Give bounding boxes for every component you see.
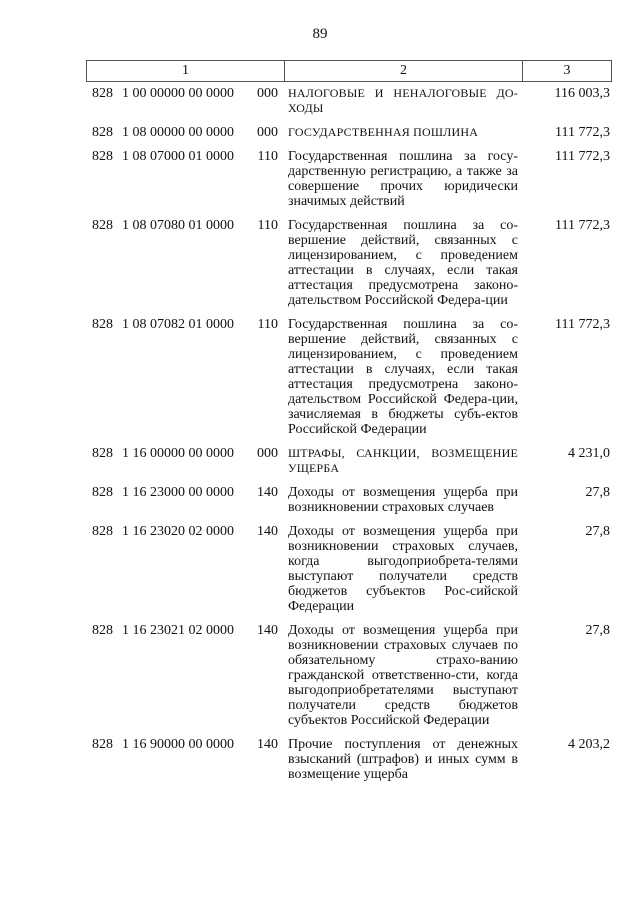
budget-code	[86, 446, 284, 476]
income-name: Государственная пошлина за со-вершение действий, связанных с лицензированием, с проведением аттестации в случаях, если такая аттестация предусмотрена законо-дательством Российской Федера-ции	[288, 218, 518, 308]
table-row	[86, 737, 612, 782]
subtype-code: 140	[257, 485, 278, 500]
table-header	[86, 60, 612, 82]
admin-code: 828	[92, 524, 113, 539]
table-row	[86, 623, 612, 728]
subtype-code: 140	[257, 623, 278, 638]
budget-code	[86, 485, 284, 515]
column-header-sum: 3	[563, 63, 571, 78]
amount: 111 772,3	[555, 218, 610, 233]
amount: 4 231,0	[568, 446, 610, 461]
budget-code	[86, 149, 284, 209]
subtype-code: 110	[257, 149, 278, 164]
budget-code	[86, 737, 284, 782]
page-number: 89	[312, 26, 328, 42]
table-row	[86, 524, 612, 614]
subtype-code: 000	[257, 125, 278, 140]
amount: 116 003,3	[554, 86, 610, 101]
budget-code	[86, 125, 284, 140]
amount: 27,8	[585, 485, 610, 500]
table-row	[86, 149, 612, 209]
subtype-code: 140	[257, 524, 278, 539]
amount: 111 772,3	[555, 149, 610, 164]
classification-code: 1 08 07000 01 0000	[122, 149, 234, 164]
classification-code: 1 16 23020 02 0000	[122, 524, 234, 539]
column-header-name: 2	[285, 61, 523, 81]
table-body	[86, 86, 612, 791]
classification-code: 1 16 23000 00 0000	[122, 485, 234, 500]
budget-code	[86, 524, 284, 614]
budget-code	[86, 623, 284, 728]
classification-code: 1 08 00000 00 0000	[122, 125, 234, 140]
classification-code: 1 08 07080 01 0000	[122, 218, 234, 233]
admin-code: 828	[92, 737, 113, 752]
admin-code: 828	[92, 149, 113, 164]
admin-code: 828	[92, 485, 113, 500]
table-row	[86, 485, 612, 515]
classification-code: 1 16 00000 00 0000	[122, 446, 234, 461]
income-name: Государственная пошлина за со-вершение действий, связанных с лицензированием, с проведением аттестации в случаях, если такая аттестация предусмотрена законо-дательством Российской Федера-ции, зачисляемая в бюджеты субъ-ектов Российской Федерации	[288, 317, 518, 437]
admin-code: 828	[92, 218, 113, 233]
income-name: Доходы от возмещения ущерба при возникновении страховых случаев, когда выгодоприобрета-телями выступают получатели средств бюджетов субъектов Рос-сийской Федерации	[288, 524, 518, 614]
amount: 27,8	[585, 623, 610, 638]
table-row	[86, 317, 612, 437]
classification-code: 1 00 00000 00 0000	[122, 86, 234, 101]
income-name: Доходы от возмещения ущерба при возникновении страховых случаев по обязательному страхо-ванию гражданской ответственно-сти, когда выгодоприобретателями выступают получатели средств бюджетов субъектов Российской Федерации	[288, 623, 518, 728]
subtype-code: 000	[257, 446, 278, 461]
classification-code: 1 08 07082 01 0000	[122, 317, 234, 332]
admin-code: 828	[92, 86, 113, 101]
table-row	[86, 218, 612, 308]
admin-code: 828	[92, 317, 113, 332]
admin-code: 828	[92, 623, 113, 638]
subtype-code: 110	[257, 218, 278, 233]
classification-code: 1 16 23021 02 0000	[122, 623, 234, 638]
income-name: ШТРАФЫ, САНКЦИИ, ВОЗМЕЩЕНИЕ УЩЕРБА	[288, 446, 518, 475]
admin-code: 828	[92, 125, 113, 140]
budget-code	[86, 218, 284, 308]
admin-code: 828	[92, 446, 113, 461]
budget-code	[86, 317, 284, 437]
subtype-code: 000	[257, 86, 278, 101]
subtype-code: 140	[257, 737, 278, 752]
amount: 111 772,3	[555, 317, 610, 332]
table-row	[86, 86, 612, 116]
income-name: НАЛОГОВЫЕ И НЕНАЛОГОВЫЕ ДО-ХОДЫ	[288, 86, 518, 115]
subtype-code: 110	[257, 317, 278, 332]
income-name: ГОСУДАРСТВЕННАЯ ПОШЛИНА	[288, 125, 479, 139]
income-name: Доходы от возмещения ущерба при возникновении страховых случаев	[288, 485, 518, 515]
column-header-code: 1	[87, 61, 285, 81]
budget-code	[86, 86, 284, 116]
amount: 27,8	[585, 524, 610, 539]
classification-code: 1 16 90000 00 0000	[122, 737, 234, 752]
income-name: Прочие поступления от денежных взысканий (штрафов) и иных сумм в возмещение ущерба	[288, 737, 518, 782]
amount: 4 203,2	[568, 737, 610, 752]
table-row	[86, 125, 612, 140]
amount: 111 772,3	[555, 125, 610, 140]
table-row	[86, 446, 612, 476]
income-name: Государственная пошлина за госу-дарственную регистрацию, а также за совершение прочих юридически значимых действий	[288, 149, 518, 209]
